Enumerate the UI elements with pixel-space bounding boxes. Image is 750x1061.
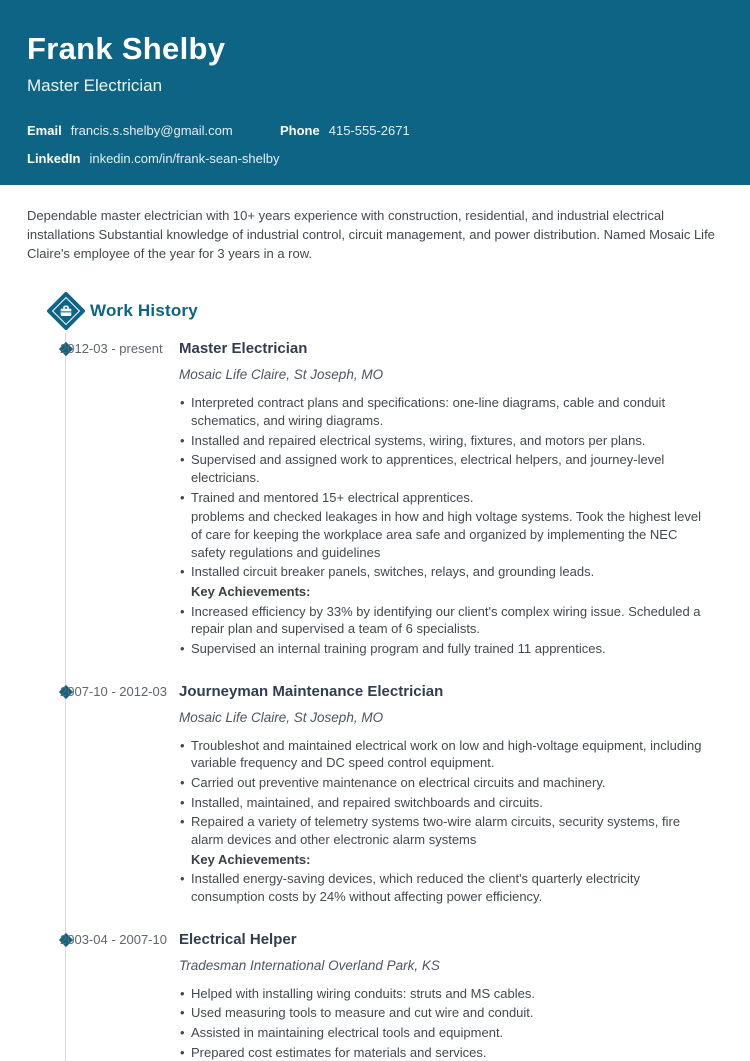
section-title: Work History [90,301,198,321]
professional-summary: Dependable master electrician with 10+ years experience with construction, residential, and industrial electrical installations Substantial knowledge of industrial control, circuit management, and power distribution. Named Mosaic Life Claire's employee of the year for 3 years in a row. [27,208,715,262]
resume-header [0,0,750,185]
email-value: francis.s.shelby@gmail.com [70,122,233,138]
contact-linkedin [27,151,280,167]
job-dates: 2007-10 - 2012-03 [60,683,167,699]
bullet-item: • Increased efficiency by 33% by identifying our client's complex wiring issue. Scheduled a repair plan and supervised a team of 6 specialists. [191,603,713,638]
contact-email [27,123,280,139]
linkedin-value: inkedin.com/in/frank-sean-shelby [89,151,280,167]
job-items [179,737,713,906]
bullet-item: • Trained and mentored 15+ electrical apprentices. [191,489,713,507]
bullet-item: • Troubleshot and maintained electrical work on low and high-voltage equipment, including variable frequency and DC speed control equipment. [191,737,713,772]
briefcase-diamond-icon [46,291,86,331]
candidate-job-title: Master Electrician [27,75,163,95]
contact-row-2 [27,151,723,167]
work-history-section [27,291,723,1061]
job-body [179,683,723,906]
bullet-item: • Installed energy-saving devices, which reduced the client's quarterly electricity consumption costs by 24% without affecting power efficiency. [191,870,713,905]
bullet-continuation: problems and checked leakages in how and high voltage systems. Took the highest level of care for keeping the workplace area safe and organized by implementing the NEC safety regulations and guidelines [191,509,701,560]
job-entry [27,340,723,657]
bullet-item: • Repaired a variety of telemetry systems two-wire alarm circuits, security systems, fire alarm devices and other electronic alarm systems [191,813,713,848]
bullet-item: • Prepared cost estimates for materials and services. [191,1044,713,1061]
job-dates: 2012-03 - present [60,341,163,357]
bullet-item: • Interpreted contract plans and specifications: one-line diagrams, cable and conduit schematics, and wiring diagrams. [191,394,713,429]
job-entry [27,931,723,1061]
job-body [179,931,723,1061]
work-history-header [27,291,723,331]
job-entry [27,683,723,906]
bullet-item: • Assisted in maintaining electrical tools and equipment. [191,1024,713,1042]
bullet-item: • Used measuring tools to measure and cut wire and conduit. [191,1004,713,1022]
linkedin-label: LinkedIn [27,151,81,167]
job-dates: 2003-04 - 2007-10 [60,931,167,947]
contact-row-1 [27,123,723,139]
job-company: Tradesman International Overland Park, KS [179,957,440,973]
bullet-item: • Carried out preventive maintenance on electrical circuits and machinery. [191,774,713,792]
bullet-item: • Supervised and assigned work to apprentices, electrical helpers, and journey-level electricians. [191,451,713,486]
email-label: Email [27,122,62,138]
briefcase-icon [58,303,74,319]
key-achievements-label: Key Achievements: [191,851,311,867]
resume-body [0,206,750,1061]
bullet-item: • Supervised an internal training program and fully trained 11 apprentices. [191,640,713,658]
job-company: Mosaic Life Claire, St Joseph, MO [179,367,384,383]
contact-phone [280,123,410,139]
job-entry-title: Journeyman Maintenance Electrician [179,682,444,700]
job-items [179,985,713,1061]
bullet-item: • Installed and repaired electrical systems, wiring, fixtures, and motors per plans. [191,432,713,450]
job-body [179,340,723,657]
bullet-item: • Installed circuit breaker panels, switches, relays, and grounding leads. [191,563,713,581]
phone-value: 415-555-2671 [328,122,410,138]
key-achievements-label: Key Achievements: [191,584,311,600]
work-history-timeline [27,340,723,1061]
job-entry-title: Electrical Helper [179,930,297,948]
bullet-item: • Helped with installing wiring conduits: struts and MS cables. [191,985,713,1003]
job-company: Mosaic Life Claire, St Joseph, MO [179,709,384,725]
bullet-item: • Installed, maintained, and repaired switchboards and circuits. [191,794,713,812]
job-entry-title: Master Electrician [179,340,308,358]
candidate-name: Frank Shelby [27,31,226,66]
job-items [179,394,713,657]
phone-label: Phone [280,122,320,138]
